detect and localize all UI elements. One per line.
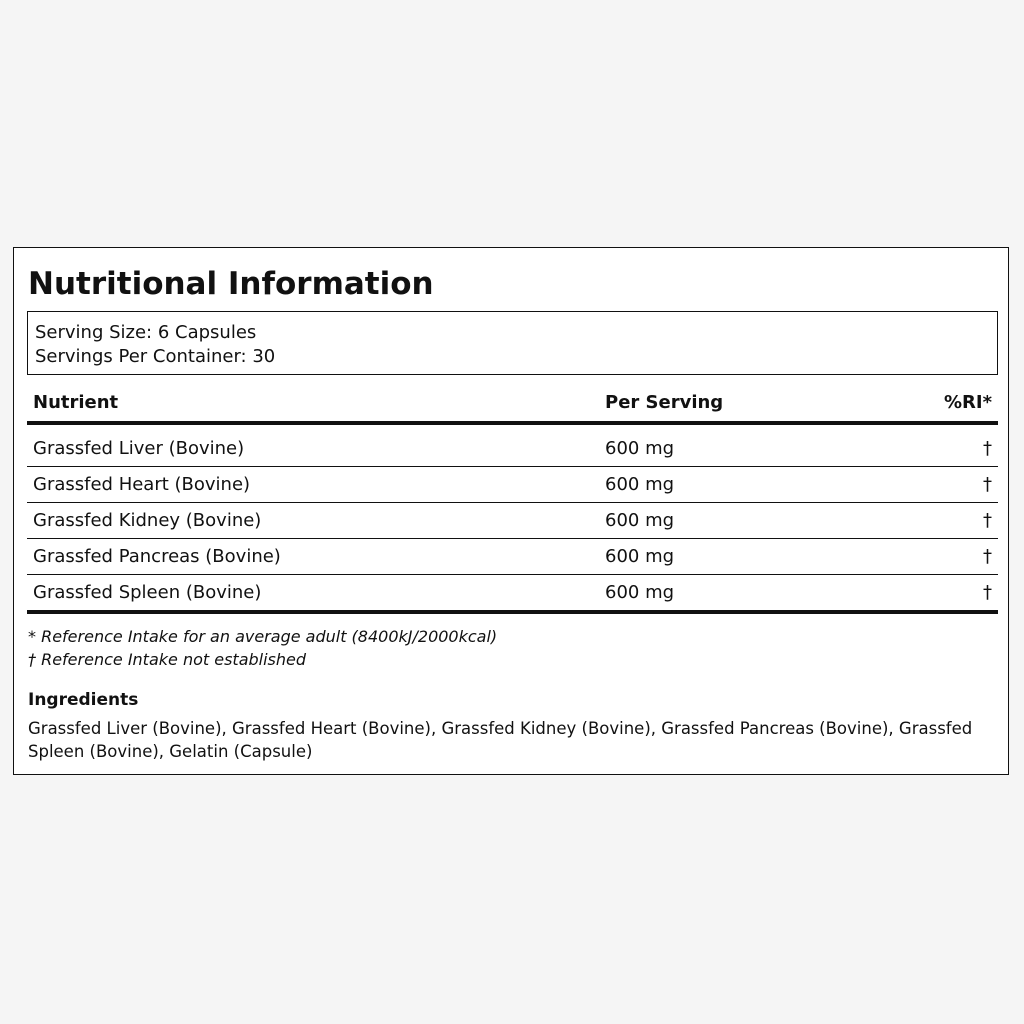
table-row [27,431,998,466]
table-row [27,466,998,502]
page-title: Nutritional Information [28,266,434,302]
table-row [27,574,998,610]
nutrient-ri: † [983,546,992,567]
nutrient-ri: † [983,582,992,603]
serving-size: Serving Size: 6 Capsules [35,322,257,343]
nutrient-amount: 600 mg [605,582,675,603]
nutrient-amount: 600 mg [605,546,675,567]
table-body [27,425,998,614]
nutrition-table [27,387,998,614]
table-row [27,502,998,538]
nutrient-ri: † [983,474,992,495]
nutrient-amount: 600 mg [605,438,675,459]
nutrient-name: Grassfed Pancreas (Bovine) [33,546,281,567]
servings-per-container: Servings Per Container: 30 [35,346,276,367]
nutrition-panel [13,247,1009,775]
nutrient-amount: 600 mg [605,474,675,495]
nutrient-name: Grassfed Kidney (Bovine) [33,510,262,531]
nutrient-ri: † [983,510,992,531]
nutrient-ri: † [983,438,992,459]
header-ri: %RI* [943,392,992,413]
footnotes [28,625,497,671]
nutrient-amount: 600 mg [605,510,675,531]
header-nutrient: Nutrient [33,392,119,413]
footnote-reference-intake: * Reference Intake for an average adult (8400kJ/2000kcal) [28,627,498,646]
nutrient-name: Grassfed Liver (Bovine) [33,438,245,459]
header-per-serving: Per Serving [605,392,724,413]
nutrient-name: Grassfed Spleen (Bovine) [33,582,262,603]
table-row [27,538,998,574]
ingredients-list: Grassfed Liver (Bovine), Grassfed Heart (Bovine), Grassfed Kidney (Bovine), Grassfed Pancreas (Bovine), Grassfed Spleen (Bovine), Gelatin (Capsule) [28,719,973,761]
footnote-not-established: † Reference Intake not established [28,650,307,669]
nutrient-name: Grassfed Heart (Bovine) [33,474,251,495]
serving-info-box [27,311,998,375]
table-header [27,387,998,425]
ingredients-heading: Ingredients [28,690,139,710]
